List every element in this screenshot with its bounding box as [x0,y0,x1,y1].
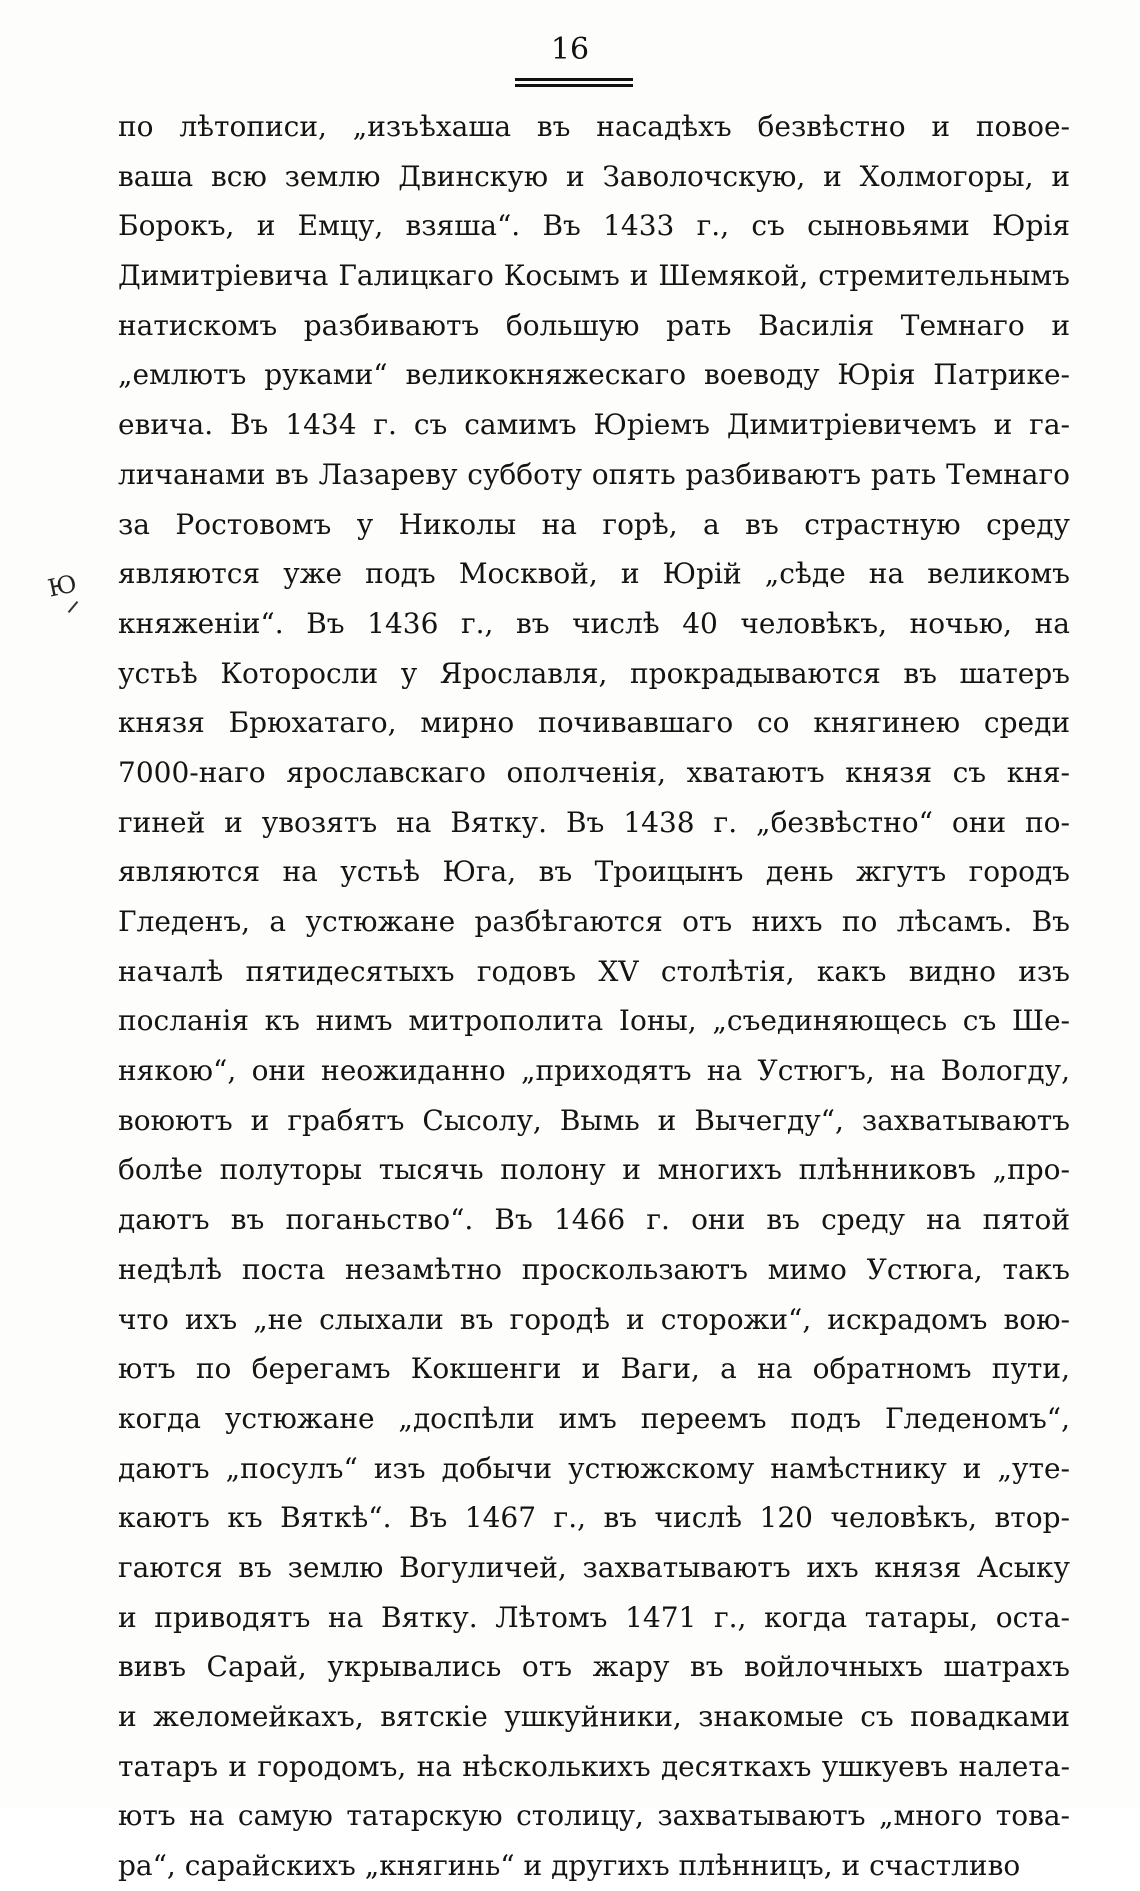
page-number: 16 [550,32,590,67]
text-line: натискомъ разбиваютъ большую рать Василія Темнаго и [118,308,1070,342]
header-rule-top [515,78,633,81]
body-text [118,102,1070,1891]
text-line: 7000-наго ярославскаго ополченія, хватаютъ князя съ кня- [118,755,1070,789]
text-line: началѣ пятидесятыхъ годовъ XV столѣтія, какъ видно изъ [118,954,1070,988]
text-line: „емлютъ руками“ великокняжескаго воеводу Юрія Патрике- [118,358,1070,392]
text-line: някою“, они неожиданно „приходятъ на Устюгъ, на Вологду, [118,1054,1070,1088]
text-line: ваша всю землю Двинскую и Заволочскую, и Холмогоры, и [118,159,1070,193]
text-line: татаръ и городомъ, на нѣсколькихъ десяткахъ ушкуевъ налета- [118,1749,1070,1783]
text-line: ютъ на самую татарскую столицу, захватываютъ „много това- [118,1799,1070,1833]
text-line: по лѣтописи, „изъѣхаша въ насадѣхъ безвѣстно и повое- [118,110,1070,143]
text-line: ютъ по берегамъ Кокшенги и Ваги, а на обратномъ пути, [118,1352,1070,1386]
text-line: болѣе полуторы тысячь полону и многихъ плѣнниковъ „про- [118,1153,1070,1187]
margin-tick-mark [68,601,79,613]
text-line: что ихъ „не слыхали въ городѣ и сторожи“, искрадомъ вою- [118,1302,1070,1336]
text-line: являются уже подъ Москвой, и Юрій „сѣде на великомъ [118,557,1070,591]
header-rule-bottom [515,84,633,87]
text-line: каютъ къ Вяткѣ“. Въ 1467 г., въ числѣ 120 человѣкъ, втор- [118,1501,1070,1535]
text-line: гаются въ землю Вогуличей, захватываютъ ихъ князя Асыку [118,1550,1070,1584]
text-line: Борокъ, и Емцу, взяша“. Въ 1433 г., съ сыновьями Юрія [118,209,1070,243]
text-line: устьѣ Которосли у Ярославля, прокрадываются въ шатеръ [118,656,1070,690]
text-line: за Ростовомъ у Николы на горѣ, а въ страстную среду [118,507,1070,541]
text-line: ра“, сарайскихъ „княгинь“ и другихъ плѣнницъ, и счастливо [118,1849,1021,1883]
margin-annotation: Ю [45,569,80,603]
text-line: даютъ „посулъ“ изъ добычи устюжскому намѣстнику и „уте- [118,1451,1070,1485]
text-line: Димитріевича Галицкаго Косымъ и Шемякой, стремительнымъ [118,259,1070,293]
text-line: и приводятъ на Вятку. Лѣтомъ 1471 г., когда татары, оста- [118,1600,1070,1634]
text-line: евича. Въ 1434 г. съ самимъ Юріемъ Димитріевичемъ и га- [118,408,1070,442]
text-line: Гледенъ, а устюжане разбѣгаются отъ нихъ по лѣсамъ. Въ [118,905,1070,938]
text-line: вивъ Сарай, укрывались отъ жару въ войлочныхъ шатрахъ [118,1650,1070,1684]
text-line: княженіи“. Въ 1436 г., въ числѣ 40 человѣкъ, ночью, на [118,606,1070,640]
text-line: недѣлѣ поста незамѣтно проскользаютъ мимо Устюга, такъ [118,1252,1070,1286]
text-line: являются на устьѣ Юга, въ Троицынъ день жгутъ городъ [118,855,1070,889]
text-line: когда устюжане „доспѣли имъ переемъ подъ Гледеномъ“, [118,1401,1070,1435]
text-line: князя Брюхатаго, мирно почивавшаго со княгинею среди [118,706,1070,740]
text-line: личанами въ Лазареву субботу опять разбиваютъ рать Темнаго [118,457,1070,491]
text-line: даютъ въ поганьство“. Въ 1466 г. они въ среду на пятой [118,1203,1070,1237]
text-line: посланія къ нимъ митрополита Іоны, „съединяющесь съ Ше- [118,1004,1070,1038]
text-line: гиней и увозятъ на Вятку. Въ 1438 г. „безвѣстно“ они по- [118,805,1070,839]
text-line: и желомейкахъ, вятскіе ушкуйники, знакомые съ повадками [118,1700,1070,1733]
text-line: воюютъ и грабятъ Сысолу, Вымь и Вычегду“, захватываютъ [118,1103,1070,1137]
